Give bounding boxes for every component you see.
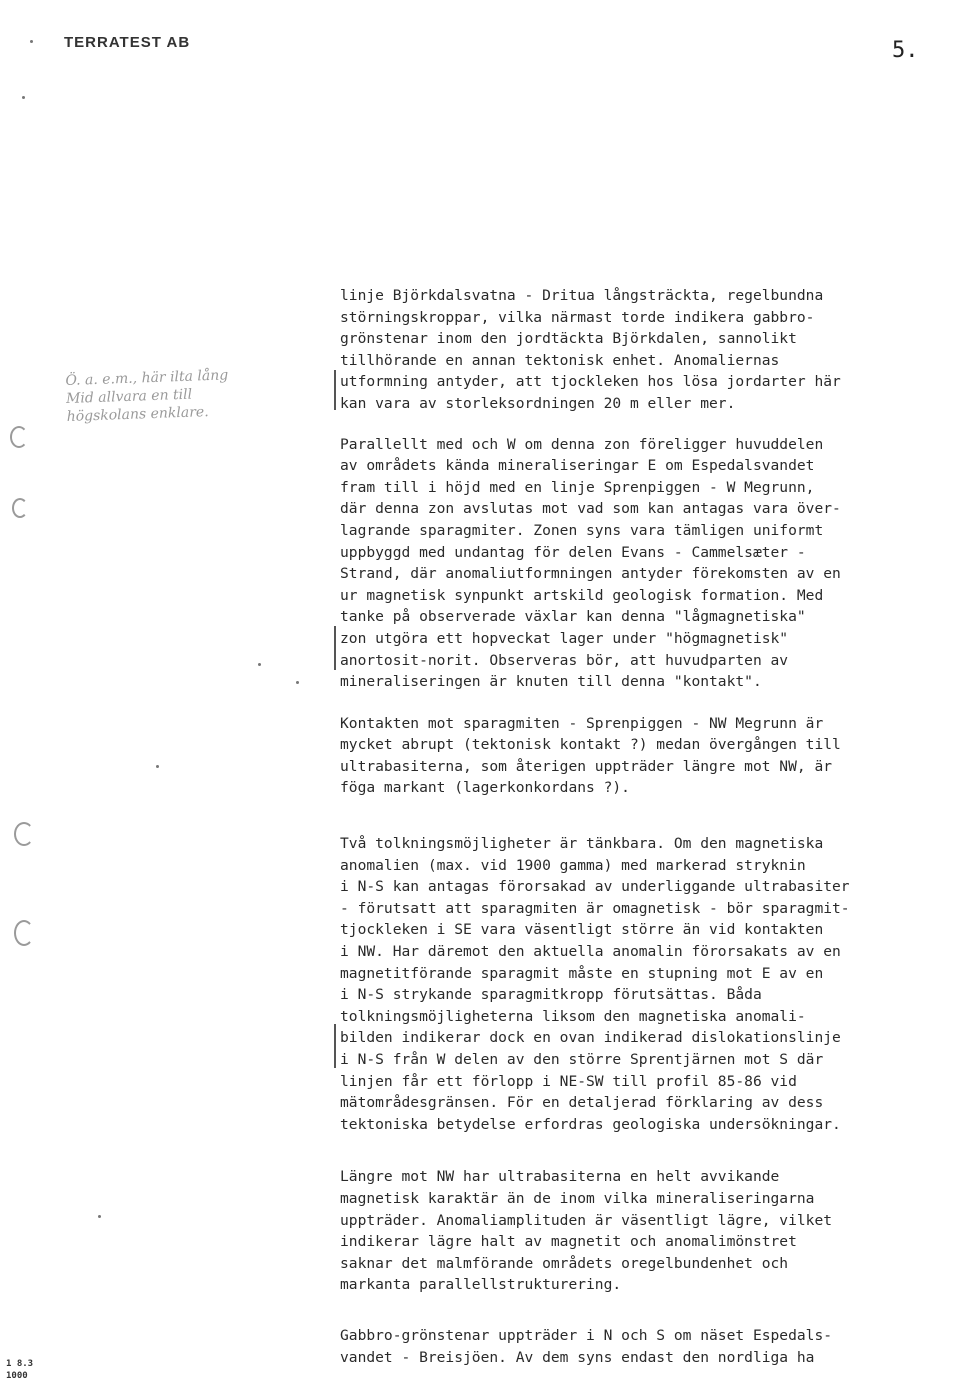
paragraph — [340, 713, 952, 799]
scan-speck — [258, 663, 261, 666]
scan-speck — [30, 40, 33, 43]
text-line: linjen får ett förlopp i NE-SW till profil 85-86 vid — [340, 1072, 797, 1090]
text-line: där denna zon avslutas mot vad som kan antagas vara över- — [340, 500, 841, 518]
paragraph — [340, 833, 952, 1135]
paragraph — [340, 434, 952, 693]
text-line: markanta parallellstrukturering. — [340, 1276, 622, 1294]
text-line: bilden indikerar dock en ovan indikerad dislokationslinje — [340, 1029, 841, 1047]
text-line: anortosit-norit. Observeras bör, att huvudparten av — [340, 651, 789, 669]
text-line: Längre mot NW har ultrabasiterna en helt avvikande — [340, 1168, 780, 1186]
margin-marker-bar — [334, 1024, 336, 1068]
margin-note-line: Mid allvara en till — [65, 386, 193, 408]
text-line: mätområdesgränsen. För en detaljerad förklaring av dess — [340, 1094, 824, 1112]
paragraph — [340, 1166, 952, 1296]
margin-note-line: högskolans enklare. — [66, 404, 209, 425]
text-line: mineraliseringen är knuten till denna "kontakt". — [340, 673, 762, 691]
text-line: i N-S från W delen av den större Sprentjärnen mot S där — [340, 1051, 824, 1068]
text-line: tektoniska betydelse erfordras geologiska undersökningar. — [340, 1115, 841, 1133]
punch-hole-mark — [10, 426, 28, 448]
page-number: 5. — [892, 38, 919, 63]
text-line: Parallellt med och W om denna zon föreligger huvuddelen — [340, 435, 824, 453]
text-line: i N-S kan antagas förorsakad av underliggande ultrabasiter — [340, 878, 850, 896]
text-line: i NW. Har däremot den aktuella anomalin förorsakats av en — [340, 943, 841, 961]
margin-marker-bar — [334, 626, 336, 670]
text-line: tillhörande en annan tektonisk enhet. Anomaliernas — [340, 351, 780, 369]
text-line: av områdets kända mineraliseringar E om Espedalsvandet — [340, 457, 815, 475]
text-line: magnetitförande sparagmit måste en stupning mot E av en — [340, 964, 824, 982]
text-line: störningskroppar, vilka närmast torde indikera gabbro- — [340, 308, 815, 326]
text-line: Kontakten mot sparagmiten - Sprenpiggen - NW Megrunn är — [340, 714, 824, 732]
text-line: Gabbro-grönstenar uppträder i N och S om näset Espedals- — [340, 1326, 833, 1344]
text-line: magnetisk karaktär än de inom vilka mineraliseringarna — [340, 1189, 815, 1207]
text-line: tanke på observerade växlar kan denna "lågmagnetiska" — [340, 608, 806, 626]
company-header: TERRATEST AB — [64, 34, 191, 51]
text-line: grönstenar inom den jordtäckta Björkdalen, sannolikt — [340, 330, 797, 348]
paragraph — [340, 285, 952, 415]
text-line: lagrande sparagmiter. Zonen syns vara tämligen uniformt — [340, 521, 824, 539]
text-line: ultrabasiterna, som återigen uppträder längre mot NW, är — [340, 757, 833, 775]
text-line: tjockleken i SE vara väsentligt större än vid kontakten — [340, 921, 824, 939]
text-line: ur magnetisk synpunkt artskild geologisk formation. Med — [340, 586, 824, 604]
text-line: - förutsatt att sparagmiten är omagnetisk - bör sparagmit- — [340, 899, 850, 917]
scan-speck — [156, 765, 159, 768]
text-line: Två tolkningsmöjligheter är tänkbara. Om den magnetiska — [340, 835, 824, 853]
body-text — [340, 285, 952, 1368]
corner-mark-line: 1 8.3 — [6, 1359, 34, 1369]
text-line: i N-S strykande sparagmitkropp förutsättas. Båda — [340, 986, 762, 1004]
corner-mark — [6, 1358, 33, 1382]
handwritten-margin-note — [65, 364, 297, 426]
scan-speck — [296, 681, 299, 684]
text-line: vandet - Breisjöen. Av dem syns endast den nordliga ha — [340, 1348, 815, 1366]
paragraph — [340, 1325, 952, 1368]
punch-hole-mark — [12, 498, 28, 518]
scan-speck — [22, 96, 25, 99]
text-line: fram till i höjd med en linje Sprenpiggen - W Megrunn, — [340, 478, 815, 496]
text-line: Strand, där anomaliutformningen antyder förekomsten av en — [340, 565, 841, 583]
text-line: kan vara av storleksordningen 20 m eller mer. — [340, 394, 736, 412]
margin-note-line: Ö. a. e.m., här ilta lång — [65, 367, 229, 390]
text-line: mycket abrupt (tektonisk kontakt ?) medan övergången till — [340, 736, 841, 754]
punch-hole-mark — [14, 822, 34, 846]
punch-hole-mark — [14, 920, 34, 946]
corner-mark-line: 1000 — [6, 1371, 28, 1381]
text-line: linje Björkdalsvatna - Dritua långsträckta, regelbundna — [340, 287, 824, 304]
scan-speck — [98, 1215, 101, 1218]
text-line: uppbyggd med undantag för delen Evans - Cammelsæter - — [340, 543, 806, 561]
text-line: anomalien (max. vid 1900 gamma) med markerad stryknin — [340, 856, 806, 874]
text-line: saknar det malmförande områdets oregelbundenhet och — [340, 1254, 789, 1272]
text-line: utformning antyder, att tjockleken hos lösa jordarter här — [340, 373, 841, 391]
text-line: zon utgöra ett hopveckat lager under "högmagnetisk" — [340, 629, 789, 647]
text-line: indikerar lägre halt av magnetit och anomalimönstret — [340, 1233, 797, 1251]
text-line: föga markant (lagerkonkordans ?). — [340, 779, 630, 797]
margin-marker-bar — [334, 370, 336, 410]
text-line: tolkningsmöjligheterna liksom den magnetiska anomali- — [340, 1007, 806, 1025]
text-line: uppträder. Anomaliamplituden är väsentligt lägre, vilket — [340, 1211, 833, 1229]
